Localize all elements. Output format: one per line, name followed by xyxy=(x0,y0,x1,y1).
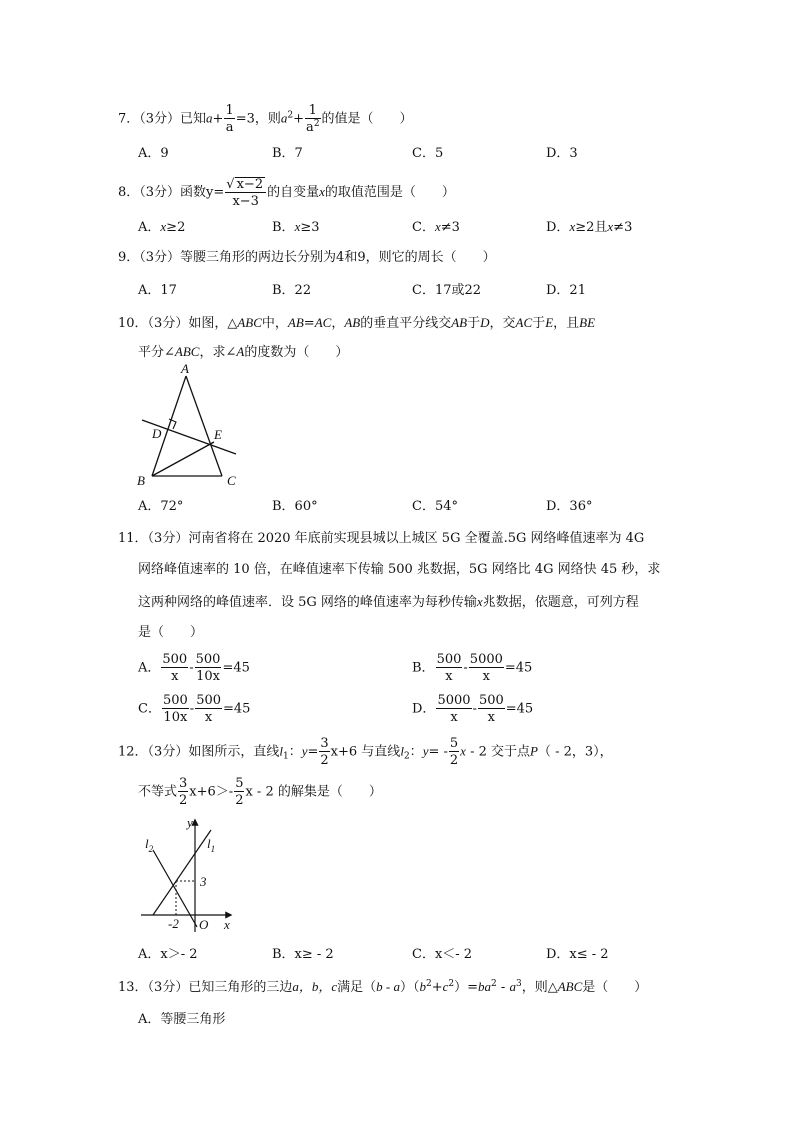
question-8-option-d[interactable]: D．x≥2且x≠3 xyxy=(546,219,633,235)
question-9-option-d[interactable]: D．21 xyxy=(546,283,586,298)
question-10-option-b[interactable]: B．60° xyxy=(272,499,318,514)
question-12-option-b[interactable]: B．x≥ - 2 xyxy=(272,947,334,962)
question-12-stem-line2: 不等式 $\frac{3}{2}$ x+6＞- $\frac{5}{2}$ x - 2 的解集是（ ） xyxy=(138,776,382,808)
label-3: 3 xyxy=(200,874,207,889)
question-10-option-c[interactable]: C．54° xyxy=(412,499,458,514)
question-9-option-a[interactable]: A．17 xyxy=(138,283,177,298)
question-11-option-a[interactable]: A． $\frac{500}{x}$ - $\frac{500}{10x}$ =45 xyxy=(138,652,250,684)
triangle-figure xyxy=(130,362,250,492)
fraction-1-over-a: $\frac{1}{a}$ xyxy=(225,103,234,135)
question-11-stem-line2: 网络峰值速率的 10 倍，在峰值速率下传输 500 兆数据，5G 网络比 4G 网络快 45 秒，求 xyxy=(138,562,661,577)
question-12-stem-line1: 12．（3分）如图所示，直线$l_1$：y= $\frac{3}{2}$ x+6 与直线$l_2$：y= - $\frac{5}{2}$ x - 2 交于点P（ - 2，3）， xyxy=(118,736,613,768)
question-8-option-c[interactable]: C．x≠3 xyxy=(412,219,460,235)
question-9-stem: 9．（3分）等腰三角形的两边长分别为4和9，则它的周长（ ） xyxy=(118,250,496,265)
question-12-option-c[interactable]: C．x＜- 2 xyxy=(412,947,473,962)
question-7-option-c[interactable]: C．5 xyxy=(412,146,444,161)
label-l1: $l_1$ xyxy=(207,836,216,854)
question-7-option-d[interactable]: D．3 xyxy=(546,146,578,161)
fraction-sqrt-over-x-minus-3: $\frac{√ x-2}{x-3}$ xyxy=(225,177,266,208)
label-e: E xyxy=(214,427,222,442)
question-11-stem-line3: 这两种网络的峰值速率．设 5G 网络的峰值速率为每秒传输x兆数据，依题意，可列方程 xyxy=(138,594,639,610)
fraction-1-over-a-squared: $\frac{1}{a^2}$ xyxy=(306,103,320,135)
question-13-stem: 13．（3分）已知三角形的三边a，b，c满足$(b - a)(b^2+c^2)=ba^2 - a^3$，则△ABC是（ ） xyxy=(118,979,648,995)
question-11-option-b[interactable]: B． $\frac{500}{x}$ - $\frac{5000}{x}$ =45 xyxy=(412,652,533,684)
question-9-option-c[interactable]: C．17或22 xyxy=(412,283,482,298)
question-10-option-d[interactable]: D．36° xyxy=(546,499,593,514)
label-neg2: -2 xyxy=(168,916,179,931)
label-y: y xyxy=(187,815,193,830)
question-12-option-a[interactable]: A．x＞- 2 xyxy=(138,947,198,962)
line-graph-figure xyxy=(135,812,245,937)
line-l1 xyxy=(153,830,211,915)
question-7-option-a[interactable]: A．9 xyxy=(138,146,169,161)
question-9-option-b[interactable]: B．22 xyxy=(272,283,312,298)
label-o: O xyxy=(199,917,209,932)
question-11-option-c[interactable]: C． $\frac{500}{10x}$ - $\frac{500}{x}$ =45 xyxy=(138,693,251,725)
label-l2: $l_2$ xyxy=(145,836,154,854)
label-d: D xyxy=(152,426,162,441)
label-c: C xyxy=(227,473,236,488)
question-13-option-a[interactable]: A．等腰三角形 xyxy=(138,1012,226,1027)
question-11-stem-line4: 是（ ） xyxy=(138,625,204,640)
question-7-option-b[interactable]: B．7 xyxy=(272,146,303,161)
side-ac xyxy=(186,376,222,476)
question-8-option-b[interactable]: B．x≥3 xyxy=(272,219,320,235)
label-b: B xyxy=(137,473,145,488)
question-11-option-d[interactable]: D． $\frac{5000}{x}$ - $\frac{500}{x}$ =45 xyxy=(412,693,534,725)
question-8-stem: 8．（3分）函数y= $\frac{√ x-2}{x-3}$ 的自变量x的取值范围是（ ） xyxy=(118,177,455,209)
question-10-option-a[interactable]: A．72° xyxy=(138,499,184,514)
label-a: A xyxy=(181,362,189,376)
label-x: x xyxy=(224,917,230,932)
question-12-option-d[interactable]: D．x≤ - 2 xyxy=(546,947,609,962)
question-7-stem: 7．（3分）已知a+ $\frac{1}{a}$ =3，则$a^2+$ $\frac{1}{a^2}$ 的值是（ ） xyxy=(118,103,413,135)
question-11-stem-line1: 11．（3分）河南省将在 2020 年底前实现县城以上城区 5G 全覆盖.5G 网络峰值速率为 4G xyxy=(118,531,645,546)
question-10-stem-line2: 平分∠ABC，求∠A的度数为（ ） xyxy=(138,344,349,360)
question-10-stem-line1: 10．（3分）如图，△ABC中，AB=AC，AB的垂直平分线交AB于D，交AC于E，且BE xyxy=(118,315,596,331)
question-8-option-a[interactable]: A．x≥2 xyxy=(138,219,186,235)
